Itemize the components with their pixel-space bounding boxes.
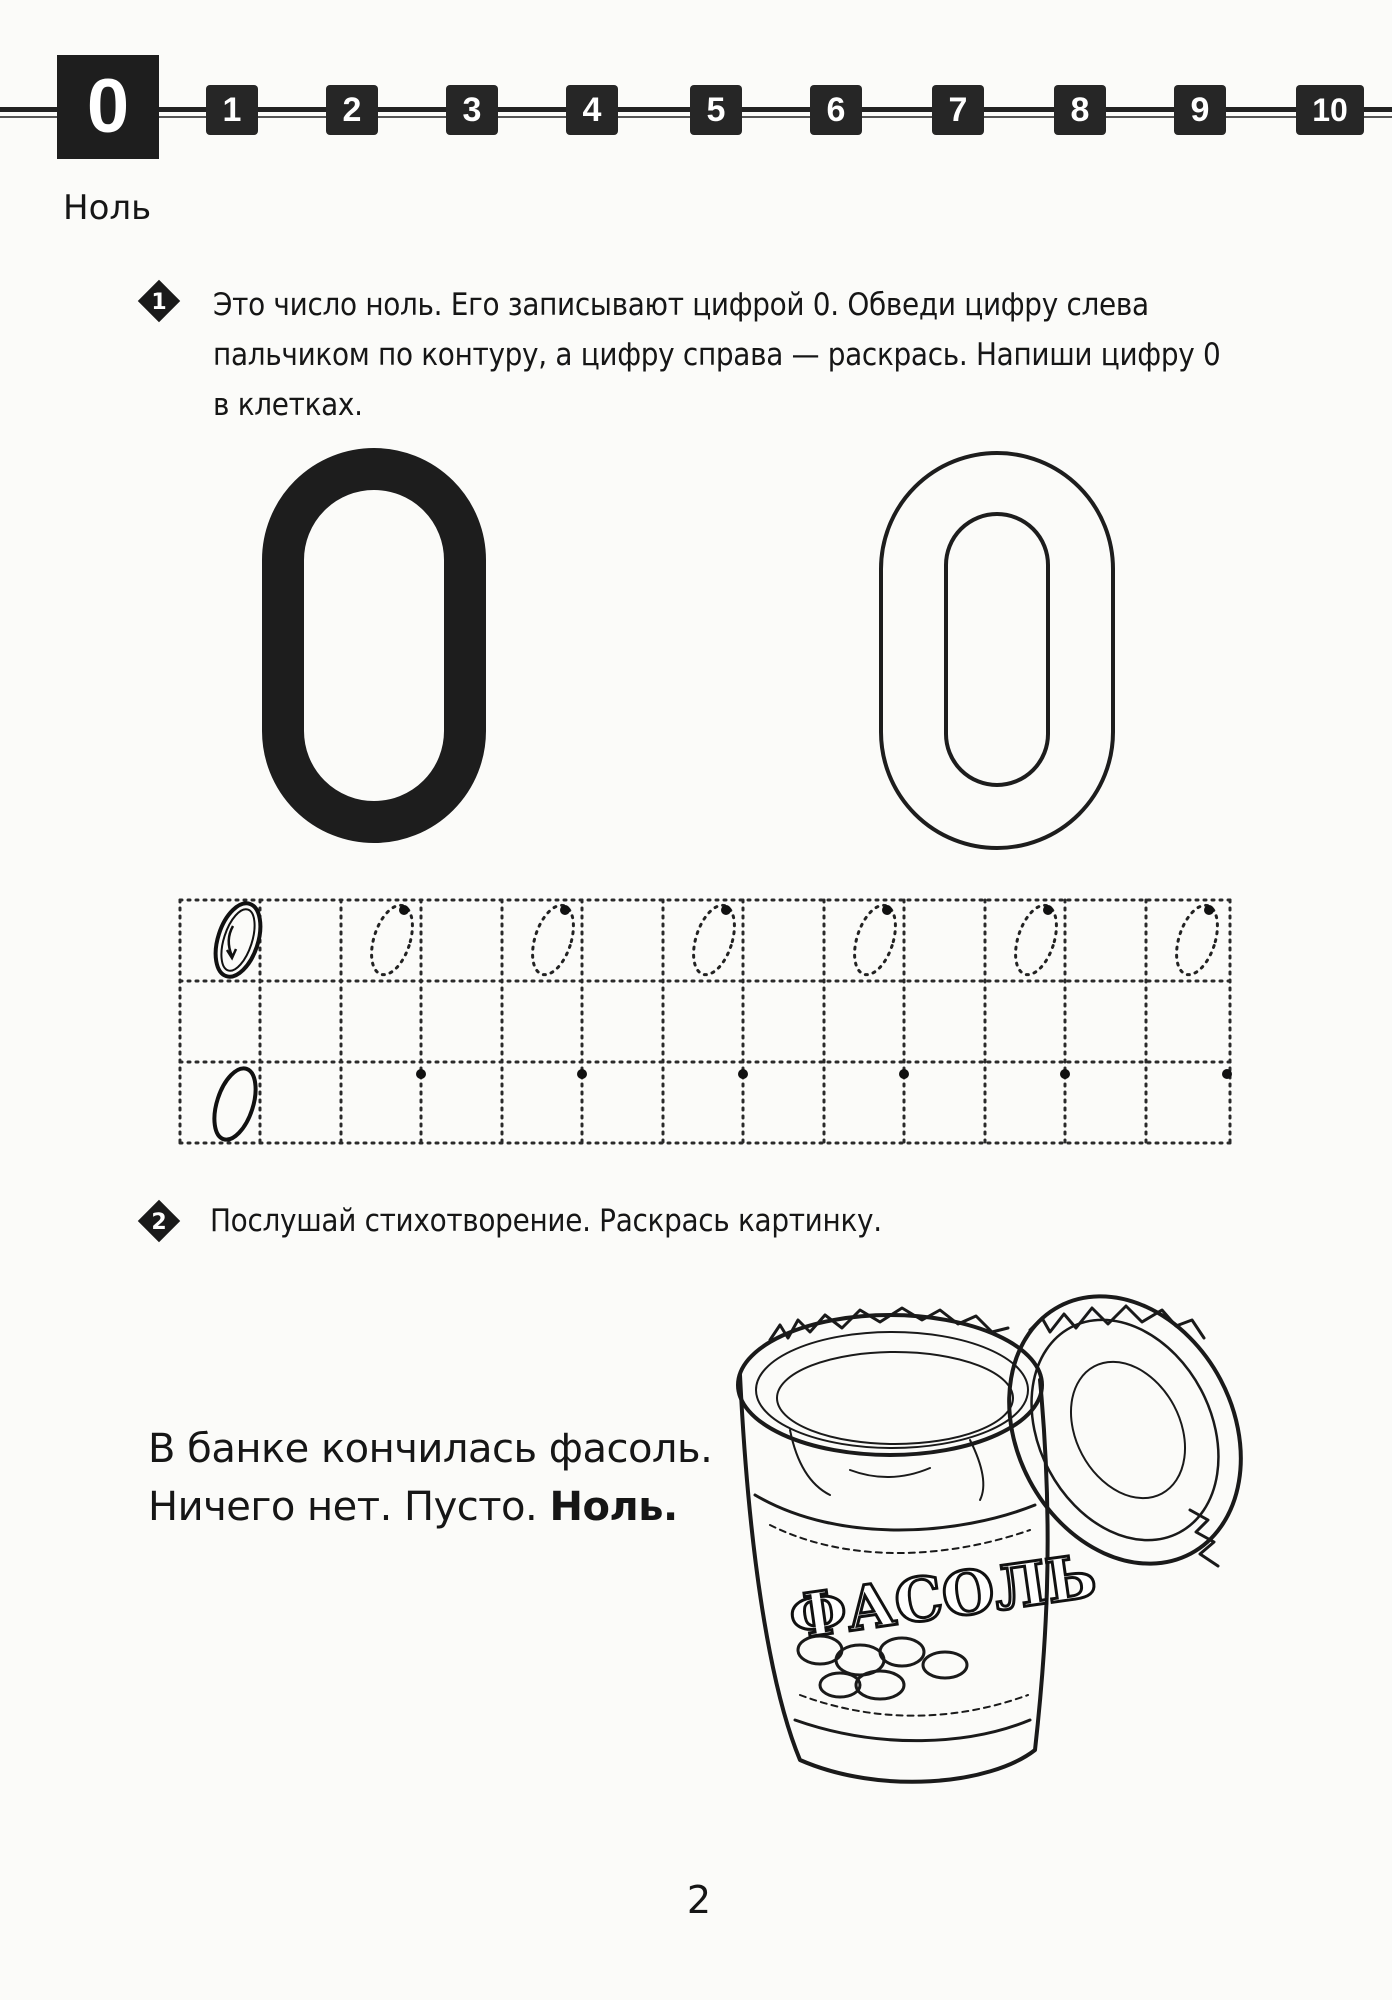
poem-line-2-bold: Ноль.	[549, 1484, 678, 1530]
page-number: 2	[686, 1878, 712, 1922]
task-1-line-3: в клетках.	[213, 387, 363, 423]
writing-grid	[178, 898, 1232, 1145]
number-badge-3: 3	[446, 85, 498, 135]
poem-line-2-text: Ничего нет. Пусто.	[148, 1484, 538, 1530]
task-1-line-1: Это число ноль. Его записывают цифрой 0. Обведи цифру слева	[213, 287, 1149, 323]
task-2-diamond-icon	[136, 1198, 182, 1244]
page-title: Ноль	[63, 188, 152, 228]
number-badge-8: 8	[1054, 85, 1106, 135]
dotted-zeros	[364, 900, 1225, 980]
number-badge-6: 6	[810, 85, 862, 135]
task-1-diamond-icon	[136, 278, 182, 324]
task-2-number: 2	[151, 1210, 167, 1235]
outline-zero-icon	[876, 448, 1118, 853]
number-badge-9: 9	[1174, 85, 1226, 135]
can-label-text: ФАСОЛЬ	[785, 1541, 1101, 1654]
current-number-badge: 0	[57, 55, 159, 159]
bean-can-illustration	[730, 1280, 1260, 1795]
big-solid-zero-icon	[262, 448, 486, 843]
grid-lines	[180, 900, 1230, 1143]
number-badge-7: 7	[932, 85, 984, 135]
task-1-line-2: пальчиком по контуру, а цифру справа — раскрась. Напиши цифру 0	[213, 337, 1221, 373]
start-dots	[399, 905, 1232, 1079]
number-badge-10: 10	[1296, 85, 1364, 135]
poem	[148, 1420, 712, 1536]
poem-line-1: В банке кончилась фасоль.	[148, 1426, 713, 1472]
number-badge-2: 2	[326, 85, 378, 135]
task-2-text: Послушай стихотворение. Раскрась картинку.	[210, 1203, 882, 1239]
number-badge-4: 4	[566, 85, 618, 135]
number-badge-1: 1	[206, 85, 258, 135]
task-1-number: 1	[151, 290, 167, 315]
sample-zero	[206, 1063, 263, 1145]
number-badge-5: 5	[690, 85, 742, 135]
poem-line-2	[148, 1478, 712, 1536]
